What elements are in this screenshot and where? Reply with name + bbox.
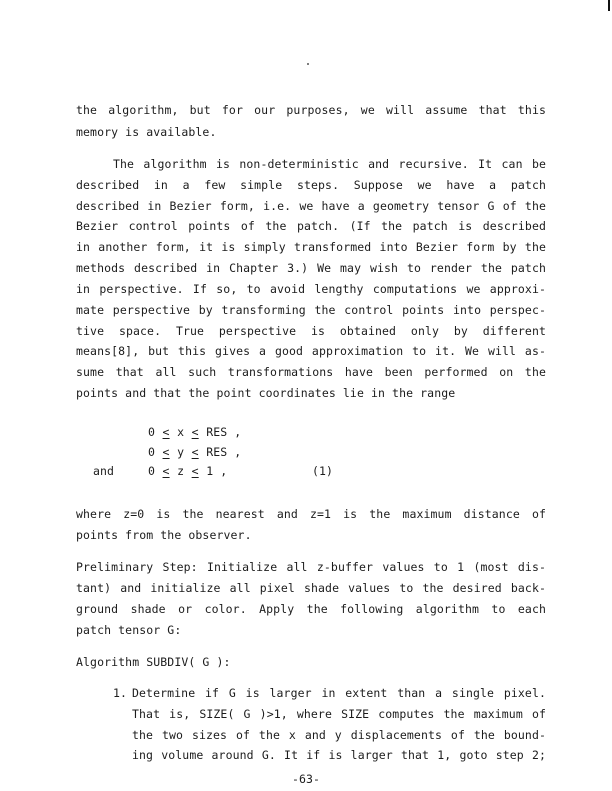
paragraph-2-line: Bezier control points of the patch. (If the patch is described	[76, 219, 546, 233]
paragraph-4-line: ground shade or color. Apply the following algorithm to each	[76, 602, 546, 616]
step-number: 1.	[113, 686, 128, 700]
scan-speck	[307, 63, 309, 65]
paragraph-2-line: means[8], but this gives a good approximation to it. We will as-	[76, 344, 546, 358]
paragraph-3-line: where z=0 is the nearest and z=1 is the maximum distance of	[76, 507, 546, 521]
paragraph-1-line: memory is available.	[76, 125, 217, 139]
step-1-line: Determine if G is larger in extent than a single pixel.	[132, 686, 546, 700]
paragraph-2-line: points and that the point coordinates lie in the range	[76, 386, 456, 400]
paragraph-2-line: mate perspective by transforming the control points into perspec-	[76, 303, 546, 317]
equation-row	[148, 445, 241, 459]
equation-upper-bound: RES ,	[206, 425, 242, 439]
algorithm-heading: Algorithm SUBDIV( G ):	[76, 655, 231, 669]
paragraph-2-line: in perspective. If so, to avoid lengthy computations we approxi-	[76, 282, 546, 296]
equation-variable: x	[177, 425, 185, 439]
paragraph-2-line: described in a few simple steps. Suppose we have a patch	[76, 178, 546, 192]
paragraph-2-line: in another form, it is simply transformed into Bezier form by the	[76, 240, 546, 254]
paragraph-2-line: The algorithm is non-deterministic and recursive. It can be	[113, 157, 546, 171]
paragraph-4-line: patch tensor G:	[76, 623, 182, 637]
equation-upper-bound: 1 ,	[206, 464, 228, 478]
less-equal-symbol: <	[162, 464, 170, 478]
equation-lower-bound: 0	[148, 425, 156, 439]
paragraph-1-line: the algorithm, but for our purposes, we will assume that this	[76, 103, 546, 117]
less-equal-symbol: <	[191, 464, 199, 478]
equation-row	[148, 425, 241, 439]
less-equal-symbol: <	[191, 425, 199, 439]
less-equal-symbol: <	[191, 445, 199, 459]
equation-lower-bound: 0	[148, 445, 156, 459]
paragraph-2-line: methods described in Chapter 3.) We may wish to render the patch	[76, 261, 546, 275]
equation-row	[148, 464, 227, 478]
less-equal-symbol: <	[162, 425, 170, 439]
equation-lower-bound: 0	[148, 464, 156, 478]
equation-row-prefix: and	[93, 464, 115, 478]
equation-upper-bound: RES ,	[206, 445, 242, 459]
paragraph-3-line: points from the observer.	[76, 528, 252, 542]
step-1-line: ing volume around G. It if is larger that 1, goto step 2;	[132, 748, 546, 762]
paragraph-2-line: tive space. True perspective is obtained only by different	[76, 324, 546, 338]
less-equal-symbol: <	[162, 445, 170, 459]
scan-edge-mark	[608, 0, 610, 11]
paragraph-2-line: described in Bezier form, i.e. we have a geometry tensor G of the	[76, 199, 546, 213]
equation-number: (1)	[312, 464, 334, 478]
paragraph-4-line: tant) and initialize all pixel shade values to the desired back-	[76, 581, 546, 595]
step-1-line: the two sizes of the x and y displacements of the bound-	[132, 728, 546, 742]
equation-variable: y	[177, 445, 185, 459]
step-1-line: That is, SIZE( G )>1, where SIZE computes the maximum of	[132, 707, 546, 721]
paragraph-2-line: sume that all such transformations have been performed on the	[76, 365, 546, 379]
equation-variable: z	[177, 464, 185, 478]
page-number: -63-	[291, 772, 321, 786]
paragraph-4-line: Preliminary Step: Initialize all z-buffer values to 1 (most dis-	[76, 560, 546, 574]
